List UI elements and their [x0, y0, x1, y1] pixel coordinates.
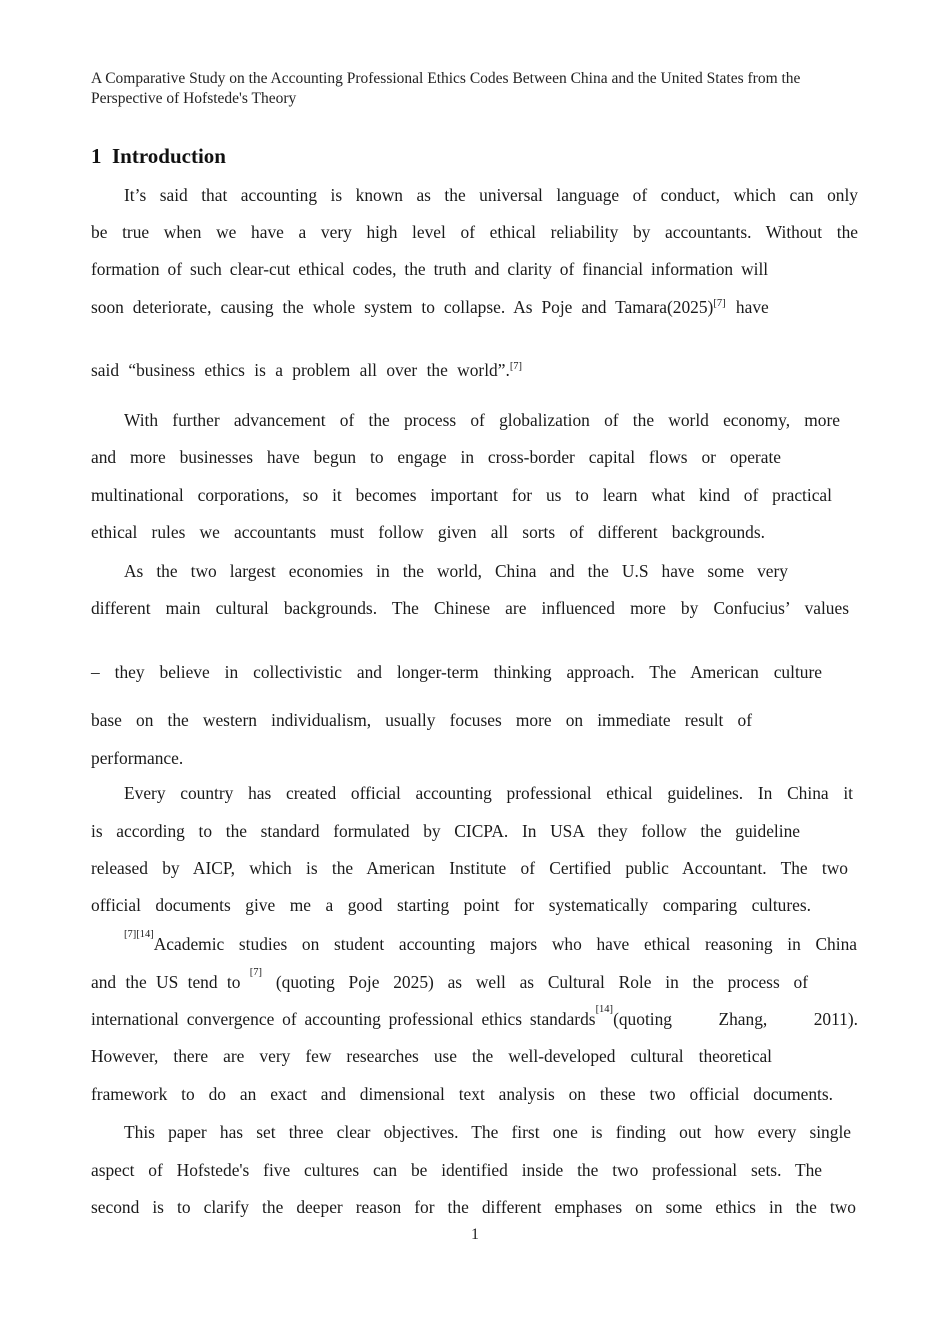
page-number: 1 — [471, 1226, 479, 1243]
body-line: is according to the standard formulated by CICPA. In USA they follow the guideline — [91, 821, 800, 841]
body-line: and more businesses have begun to engage in cross-border capital flows or operate — [91, 447, 781, 467]
body-line — [124, 929, 857, 955]
body-line: different main cultural backgrounds. The Chinese are influenced more by Confucius’ values — [91, 598, 849, 618]
section-number: 1 — [91, 144, 102, 168]
running-header: A Comparative Study on the Accounting Professional Ethics Codes Between China and the United States from the Perspective of Hofstede's Theory — [91, 70, 801, 107]
body-line: As the two largest economies in the world, China and the U.S have some very — [124, 561, 788, 581]
body-line: It’s said that accounting is known as the universal language of conduct, which can only — [124, 185, 858, 205]
body-line: However, there are very few researches use the well-developed cultural theoretical — [91, 1046, 772, 1066]
body-line: With further advancement of the process of globalization of the world economy, more — [124, 410, 840, 430]
body-line: – they believe in collectivistic and longer-term thinking approach. The American culture — [91, 662, 822, 682]
body-line: framework to do an exact and dimensional text analysis on these two official documents. — [91, 1084, 833, 1104]
citation-marker: [7] — [249, 967, 263, 978]
body-line: base on the western individualism, usually focuses more on immediate result of — [91, 710, 752, 730]
body-line: official documents give me a good starting point for systematically comparing cultures. — [91, 895, 811, 915]
body-text: international convergence of accounting professional ethics standards — [91, 1009, 596, 1029]
body-line — [91, 296, 769, 318]
body-text: (quoting Zhang, 2011). — [613, 1009, 858, 1029]
body-text: (quoting Poje 2025) as well as Cultural Role in the process of — [262, 972, 808, 992]
body-line: This paper has set three clear objectives. The first one is finding out how every single — [124, 1122, 851, 1142]
body-text: said “business ethics is a problem all over the world”. — [91, 360, 510, 380]
body-line: multinational corporations, so it becomes important for us to learn what kind of practical — [91, 485, 832, 505]
body-line — [91, 258, 851, 280]
citation-marker: [7] — [509, 361, 523, 372]
body-text: soon deteriorate, causing the whole system to collapse. As Poje and Tamara(2025) — [91, 297, 714, 317]
body-text: formation of such clear-cut ethical codes, the truth and clarity of financial information will — [91, 259, 769, 279]
body-text: and the US tend to — [91, 972, 250, 992]
body-line — [91, 1004, 858, 1030]
body-line: aspect of Hofstede's five cultures can be identified inside the two professional sets. The — [91, 1160, 822, 1180]
body-line: released by AICP, which is the American Institute of Certified public Accountant. The two — [91, 858, 848, 878]
citation-marker: [14] — [595, 1004, 614, 1015]
citation-marker: [7][14] — [124, 929, 154, 940]
body-text: Academic studies on student accounting majors who have ethical reasoning in China — [153, 934, 857, 954]
body-line — [91, 967, 808, 993]
citation-marker: [7] — [713, 298, 726, 309]
body-text: have — [725, 297, 769, 317]
body-line: be true when we have a very high level of ethical reliability by accountants. Without the — [91, 222, 858, 242]
section-heading — [91, 144, 226, 169]
body-line: second is to clarify the deeper reason for the different emphases on some ethics in the two — [91, 1197, 856, 1217]
body-line — [91, 359, 522, 381]
body-line: Every country has created official accounting professional ethical guidelines. In China it — [124, 783, 853, 803]
body-line: ethical rules we accountants must follow given all sorts of different backgrounds. — [91, 522, 765, 542]
section-title: Introduction — [112, 144, 226, 168]
body-line: performance. — [91, 748, 184, 768]
